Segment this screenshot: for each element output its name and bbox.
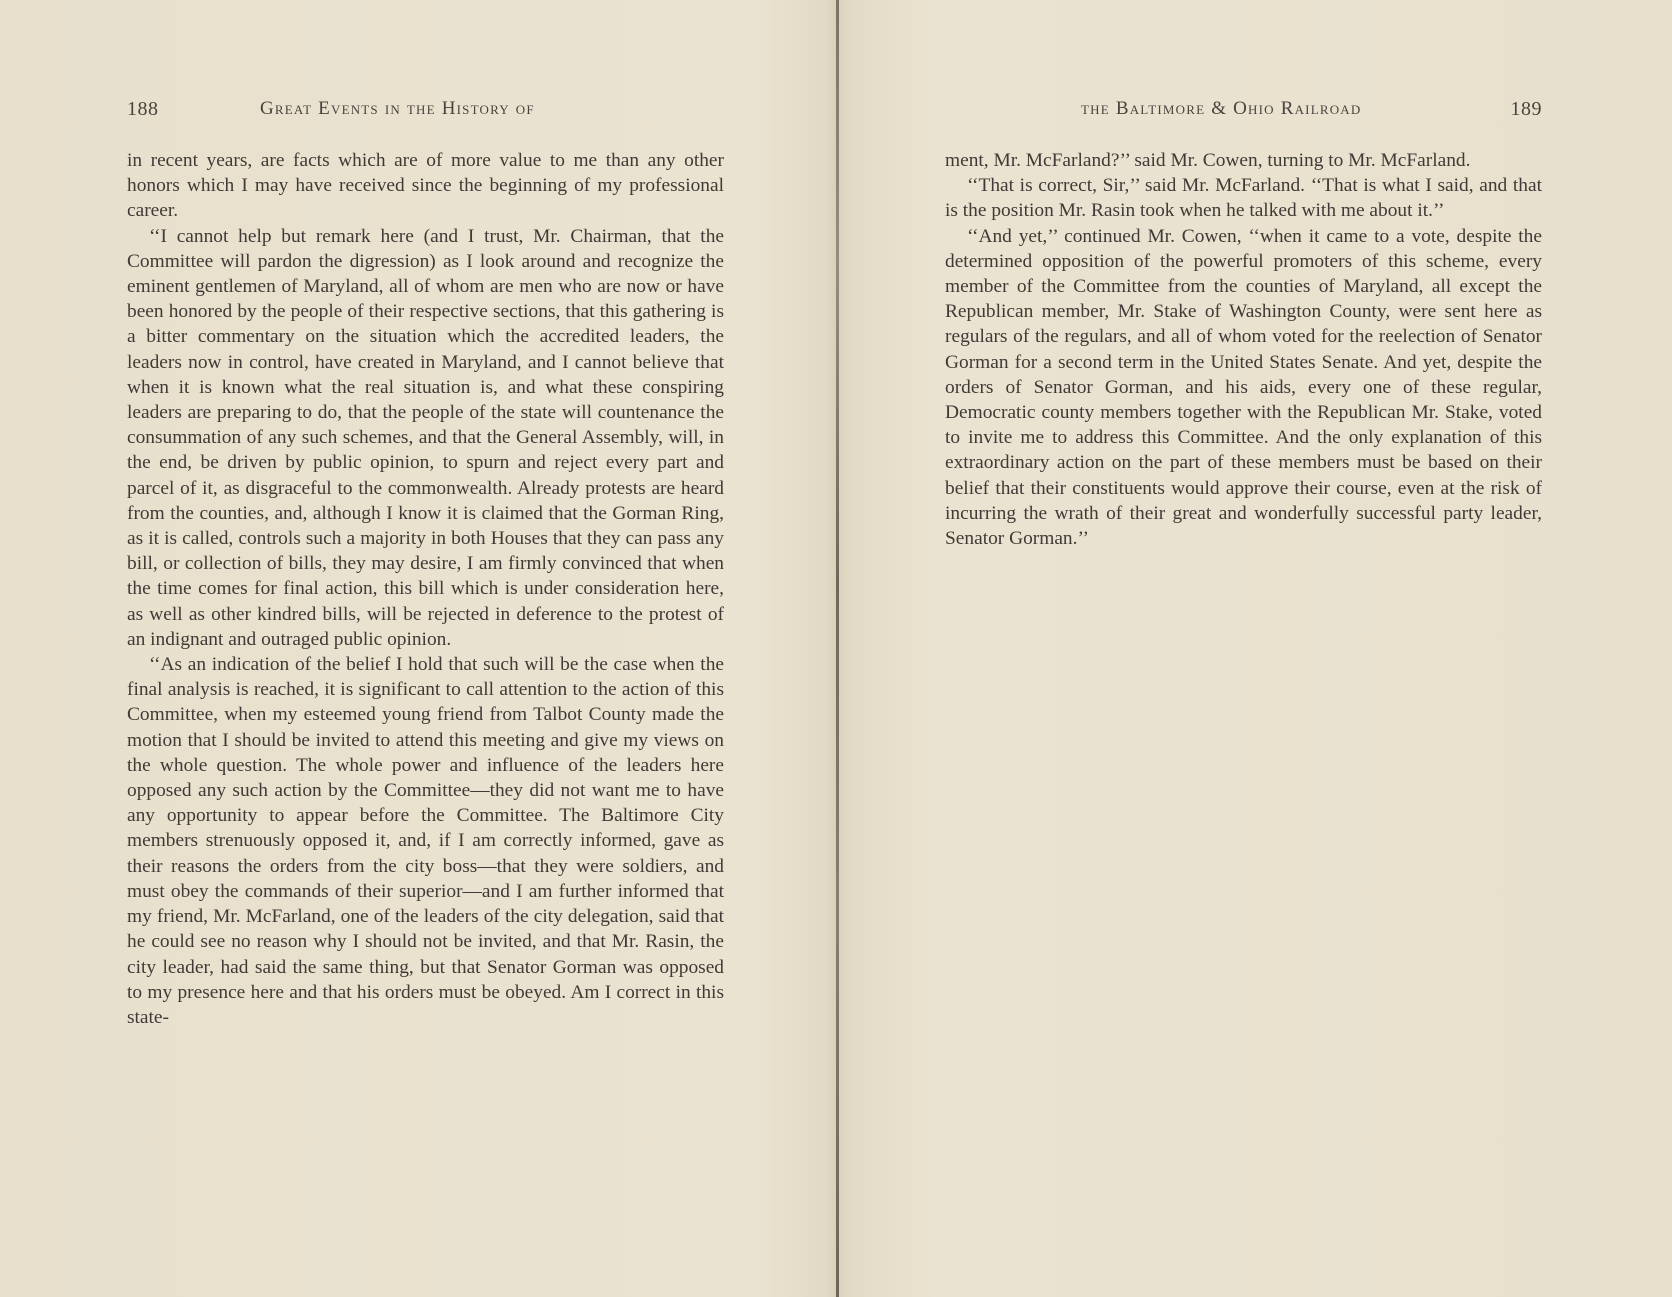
right-paragraph-1: ment, Mr. McFarland?’’ said Mr. Cowen, turning to Mr. McFarland. [945,150,1471,171]
left-running-head [127,92,724,126]
left-paragraph-3: ‘‘As an indication of the belief I hold that such will be the case when the final analysis is reached, it is significant to call attention to the action of this Committee, when my esteemed young friend from Talbot County made the motion that I should be invited to attend this meeting and give my views on the whole question. The whole power and influence of the leaders here opposed any such action by the Committee—they did not want me to have any opportunity to appear before the Committee. The Baltimore City members strenuously opposed it, and, if I am correctly informed, gave as their reasons the orders from the city boss—that they were soldiers, and must obey the commands of their superior—and I am further informed that my friend, Mr. McFarland, one of the leaders of the city delegation, said that he could see no reason why I should not be invited, and that Mr. Rasin, the city leader, had said the same thing, but that Senator Gorman was opposed to my presence here and that his orders must be obeyed. Am I correct in this state- [127,654,724,1028]
right-page [945,92,1542,551]
left-running-title: Great Events in the History of [260,98,535,119]
right-page-body [945,148,1542,551]
left-paragraph-1: in recent years, are facts which are of more value to me than any other honors which I may have received since the beginning of my professional career. [127,150,724,222]
right-paragraph-2: ‘‘That is correct, Sir,’’ said Mr. McFarland. ‘‘That is what I said, and that is the position Mr. Rasin took when he talked with me about it.’’ [945,175,1542,222]
left-paragraph-2: ‘‘I cannot help but remark here (and I trust, Mr. Chairman, that the Committee will pardon the digression) as I look around and recognize the eminent gentlemen of Maryland, all of whom are men who are now or have been honored by the people of their respective sections, that this gathering is a bitter commentary on the situation which the accredited leaders, the leaders now in control, have created in Maryland, and I cannot believe that when it is known what the real situation is, and what these conspiring leaders are preparing to do, that the people of the state will countenance the consummation of any such schemes, and that the General Assembly, will, in the end, be driven by public opinion, to spurn and reject every part and parcel of it, as disgraceful to the commonwealth. Already protests are heard from the counties, and, although I know it is claimed that the Gorman Ring, as it is called, controls such a majority in both Houses that they can pass any bill, or collection of bills, they may desire, I am firmly convinced that when the time comes for final action, this bill which is under consideration here, as well as other kindred bills, will be rejected in deference to the protest of an indignant and outraged public opinion. [127,225,724,650]
left-page-body [127,148,724,1030]
book-gutter [836,0,839,1297]
right-running-head [945,92,1542,126]
right-page-number: 189 [1510,98,1542,120]
left-page-number: 188 [127,98,159,120]
left-page [127,92,724,1030]
right-running-title: the Baltimore & Ohio Railroad [1081,98,1362,119]
right-paragraph-3: ‘‘And yet,’’ continued Mr. Cowen, ‘‘when it came to a vote, despite the determined opposition of the powerful promoters of this scheme, every member of the Committee from the counties of Maryland, all except the Republican member, Mr. Stake of Washington County, were sent here as regulars of the regulars, and all of whom voted for the reelection of Senator Gorman for a second term in the United States Senate. And yet, despite the orders of Senator Gorman, and his aids, every one of these regular, Democratic county members together with the Republican Mr. Stake, voted to invite me to address this Committee. And the only explanation of this extraordinary action on the part of these members must be based on their belief that their constituents would approve their course, even at the risk of incurring the wrath of their great and wonderfully successful party leader, Senator Gorman.’’ [945,225,1542,550]
